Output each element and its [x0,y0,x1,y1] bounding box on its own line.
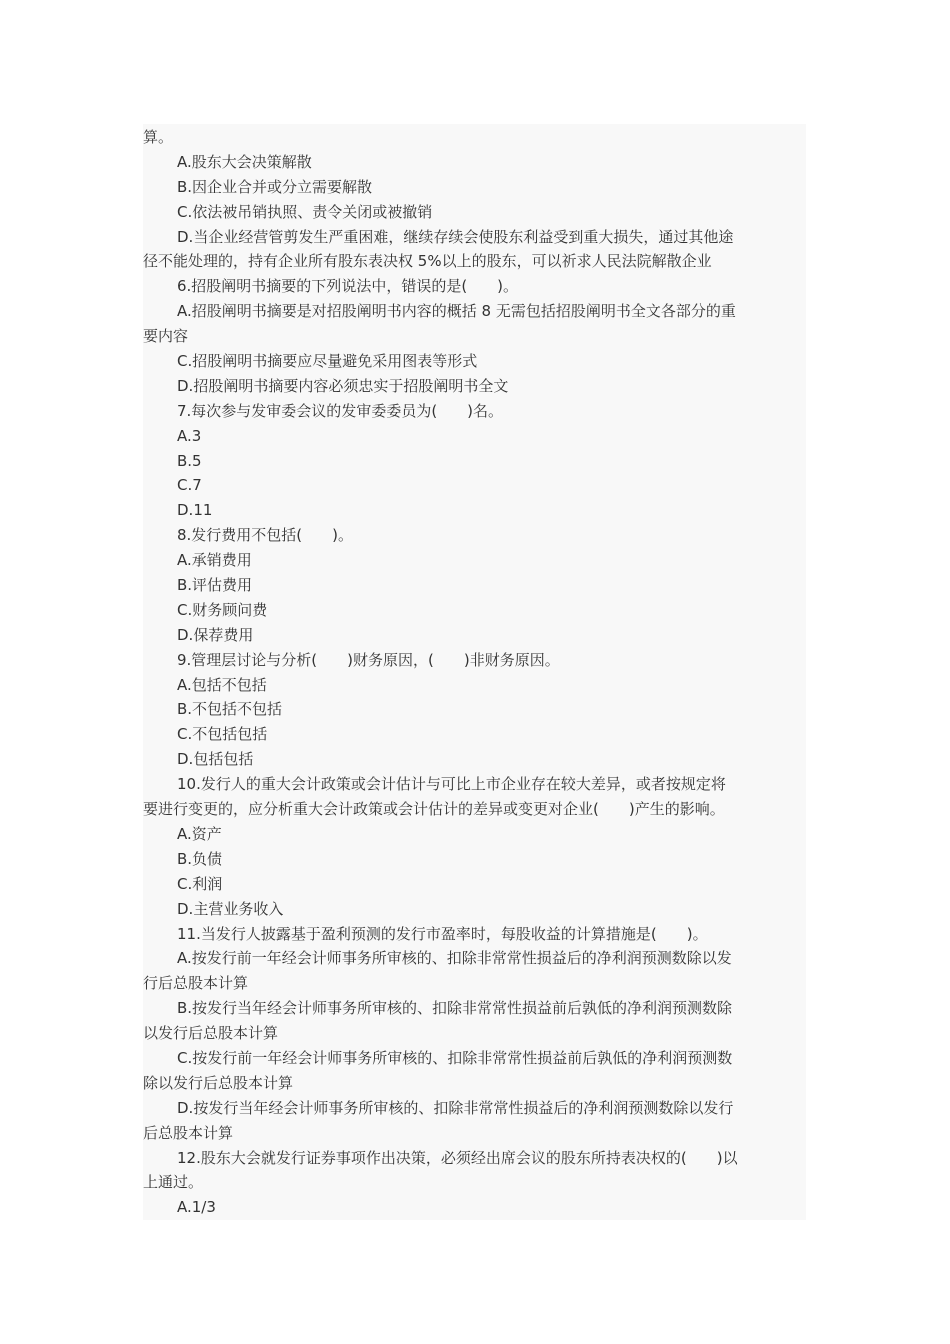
text-line: D.招股阐明书摘要内容必须忠实于招股阐明书全文 [177,376,509,395]
text-line: 7.每次参与发审委会议的发审委委员为( )名。 [177,401,504,420]
text-line: 8.发行费用不包括( )。 [177,526,354,545]
text-line: 以发行后总股本计算 [143,1024,279,1043]
text-line: A.3 [177,426,202,445]
text-line: D.11 [177,501,213,520]
text-line: D.主营业务收入 [177,899,284,918]
text-line: 要进行变更的，应分析重大会计政策或会计估计的差异或变更对企业( )产生的影响。 [143,800,725,819]
document-text-block [143,124,806,1220]
text-line: B.因企业合并或分立需要解散 [177,177,373,196]
text-line: B.评估费用 [177,576,253,595]
text-line: C.不包括包括 [177,725,268,744]
text-line: C.利润 [177,874,223,893]
text-line: B.负债 [177,849,223,868]
text-line: D.当企业经营管剪发生严重困难，继续存续会使股东利益受到重大损失，通过其他途 [177,227,734,246]
text-line: 要内容 [143,327,189,346]
text-line: A.按发行前一年经会计师事务所审核的、扣除非常常性损益后的净利润预测数除以发 [177,949,732,968]
text-line: 12.股东大会就发行证券事项作出决策，必须经出席会议的股东所持表决权的( )以 [177,1148,738,1167]
text-line: A.股东大会决策解散 [177,152,312,171]
text-line: 11.当发行人披露基于盈利预测的发行市盈率时，每股收益的计算措施是( )。 [177,924,708,943]
text-line: C.财务顾问费 [177,600,268,619]
text-line: B.5 [177,451,202,470]
text-line: A.包括不包括 [177,675,267,694]
text-line: 9.管理层讨论与分析( )财务原因，( )非财务原因。 [177,650,560,669]
text-line: A.招股阐明书摘要是对招股阐明书内容的概括 8 无需包括招股阐明书全文各部分的重 [177,302,736,321]
text-line: A.承销费用 [177,551,252,570]
text-line: 行后总股本计算 [143,974,249,993]
text-line: 6.招股阐明书摘要的下列说法中，错误的是( )。 [177,277,519,296]
text-line: 算。 [143,128,174,146]
text-line: D.保荐费用 [177,625,254,644]
text-line: C.招股阐明书摘要应尽量避免采用图表等形式 [177,352,478,371]
text-line: 除以发行后总股本计算 [143,1073,294,1092]
text-line: C.依法被吊销执照、责令关闭或被撤销 [177,202,433,221]
text-line: 10.发行人的重大会计政策或会计估计与可比上市企业存在较大差异，或者按规定将 [177,775,726,794]
text-line: 径不能处理的，持有企业所有股东表决权 5%以上的股东，可以祈求人民法院解散企业 [143,252,712,271]
text-line: A.1/3 [177,1198,216,1217]
text-line: D.按发行当年经会计师事务所审核的、扣除非常常性损益后的净利润预测数除以发行 [177,1098,734,1117]
text-line: C.7 [177,476,202,495]
text-line: B.不包括不包括 [177,700,283,719]
text-line: C.按发行前一年经会计师事务所审核的、扣除非常常性损益前后孰低的净利润预测数 [177,1048,733,1067]
text-line: A.资产 [177,824,222,843]
text-line: B.按发行当年经会计师事务所审核的、扣除非常常性损益前后孰低的净利润预测数除 [177,999,733,1018]
text-line: 后总股本计算 [143,1123,234,1142]
text-line: 上通过。 [143,1173,204,1192]
text-line: D.包括包括 [177,750,254,769]
